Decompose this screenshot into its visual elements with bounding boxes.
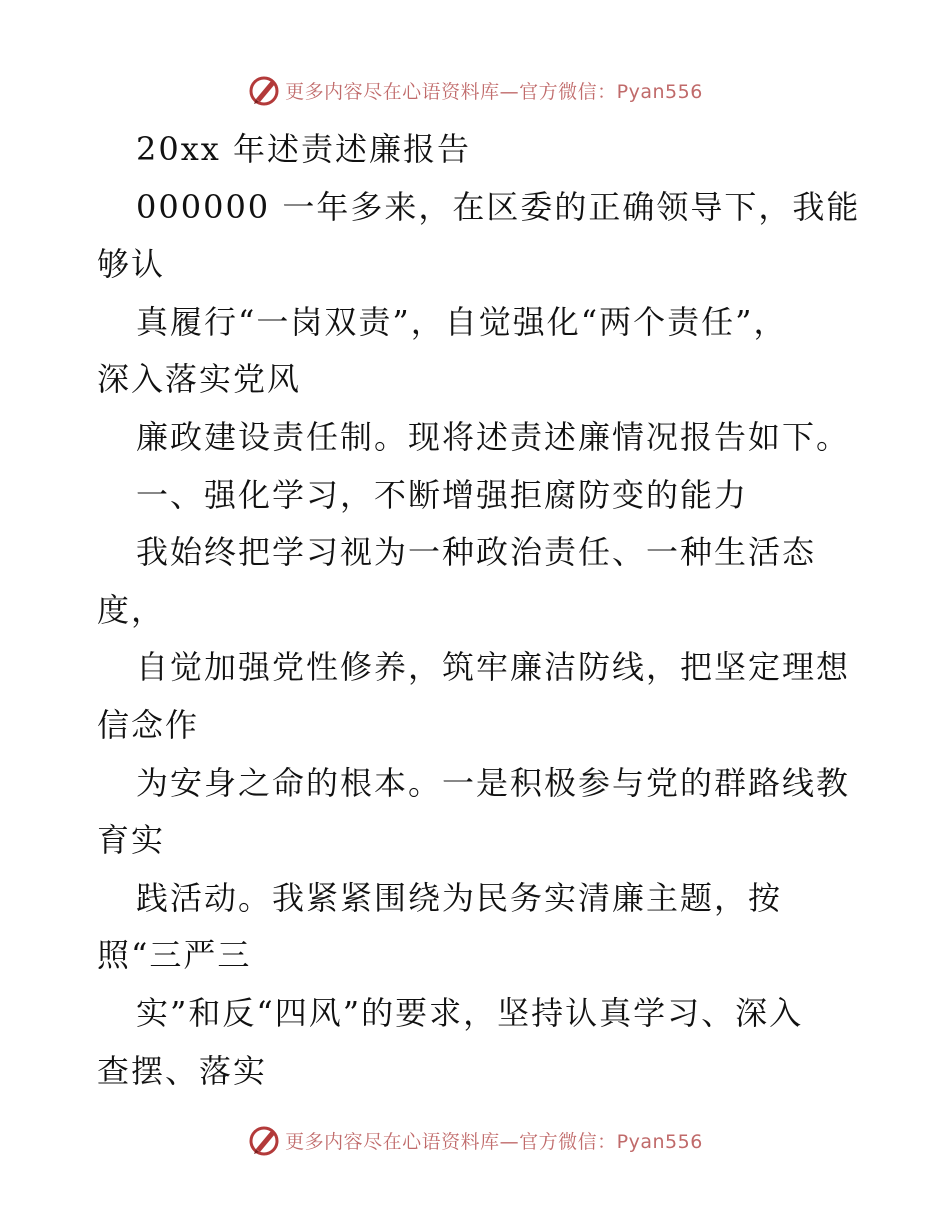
footer-banner <box>0 1120 950 1160</box>
document-body <box>0 121 950 1100</box>
red-pen-logo-icon <box>247 1123 281 1157</box>
document-line: 20xx 年述责述廉报告 <box>136 130 471 168</box>
document-line: 照“三严三 <box>97 936 252 975</box>
document-line: 廉政建设责任制。现将述责述廉情况报告如下。 <box>136 417 851 456</box>
document-line: 信念作 <box>97 705 200 744</box>
red-pen-logo-icon <box>247 73 281 107</box>
header-banner <box>0 70 950 110</box>
document-line: 一、强化学习，不断增强拒腐防变的能力 <box>136 475 749 514</box>
document-line: 查摆、落实 <box>97 1051 268 1090</box>
banner-text: 更多内容尽在心语资料库—官方微信：Pyan556 <box>285 80 703 103</box>
document-line: 我始终把学习视为一种政治责任、一种生活态 <box>136 533 817 572</box>
document-line: 践活动。我紧紧围绕为民务实清廉主题，按 <box>136 878 783 917</box>
document-line: 实”和反“四风”的要求，坚持认真学习、深入 <box>136 993 804 1032</box>
document-line: 为安身之命的根本。一是积极参与党的群路线教 <box>136 763 851 802</box>
document-line: 度， <box>97 590 166 629</box>
document-line: 深入落实党风 <box>97 360 302 399</box>
banner-text: 更多内容尽在心语资料库—官方微信：Pyan556 <box>285 1130 703 1153</box>
document-line: 自觉加强党性修养，筑牢廉洁防线，把坚定理想 <box>136 648 851 687</box>
document-line: 000000 一年多来，在区委的正确领导下，我能 <box>136 187 861 226</box>
document-line: 真履行“一岗双责”，自觉强化“两个责任”， <box>136 302 788 341</box>
document-line: 育实 <box>97 821 166 860</box>
document-line: 够认 <box>97 245 166 284</box>
